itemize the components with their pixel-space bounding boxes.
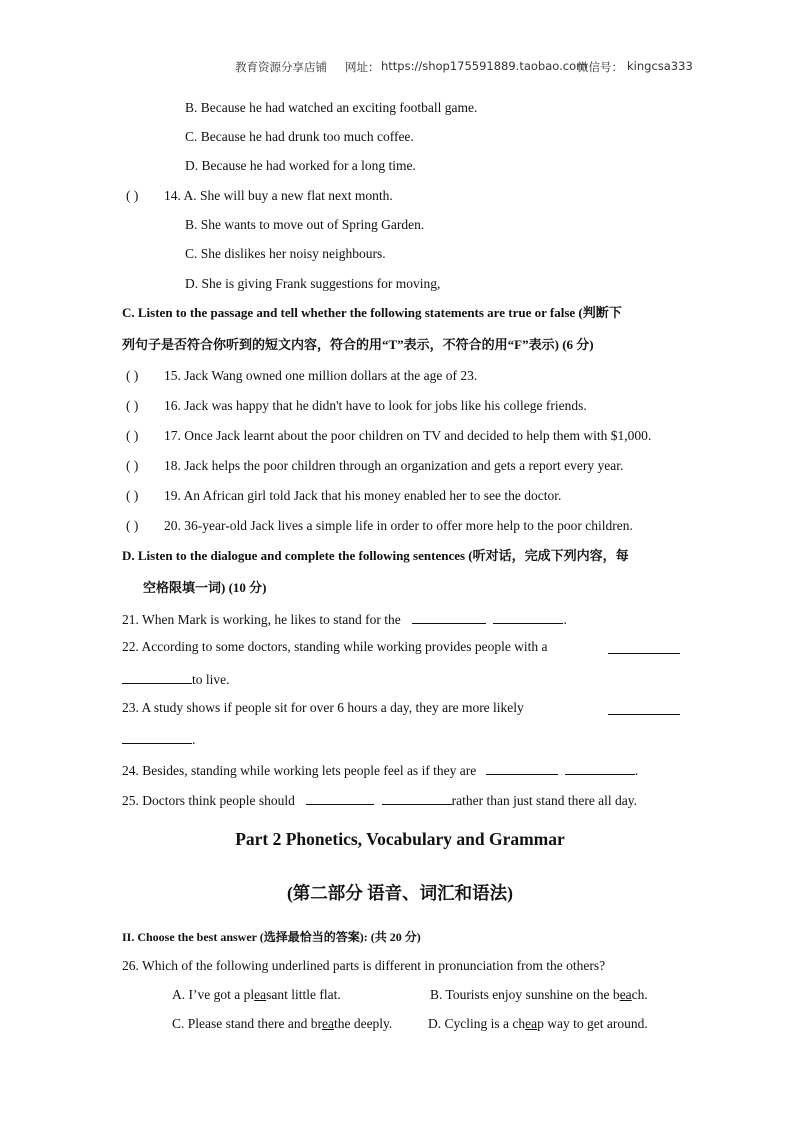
q25-blank-1[interactable] (306, 790, 374, 805)
q26-b-pre: B. Tourists enjoy sunshine on the b (430, 987, 620, 1002)
q22-blank-2[interactable] (122, 669, 192, 684)
q18-paren: ( ) (126, 458, 139, 473)
shop-url: https://shop175591889.taobao.com (381, 59, 588, 73)
q20-paren: ( ) (126, 518, 139, 533)
section-d-heading-1: D. Listen to the dialogue and complete the following sentences (听对话，完成下列内容，每 (122, 548, 629, 563)
q26-stem: 26. Which of the following underlined parts is different in pronunciation from the others? (122, 958, 606, 973)
part2-title-en: Part 2 Phonetics, Vocabulary and Grammar (235, 829, 565, 849)
q26-b-underlined: ea (619, 987, 632, 1002)
q14-paren: ( ) (126, 188, 139, 203)
q17-statement: 17. Once Jack learnt about the poor children on TV and decided to help them with $1,000. (164, 428, 652, 443)
q23-end: . (192, 732, 196, 747)
q16-paren: ( ) (126, 398, 139, 413)
q26-d-post: p way to get around. (537, 1016, 648, 1031)
section-ii-heading: II. Choose the best answer (选择最恰当的答案): (共 20 分) (122, 930, 421, 944)
q14-option-a: 14. A. She will buy a new flat next month. (164, 188, 393, 203)
q21-sentence (122, 609, 567, 629)
q26-a-post: sant little flat. (266, 987, 341, 1002)
q23-sentence-2 (122, 729, 195, 749)
q26-c-underlined: ea (321, 1016, 334, 1031)
q19-statement: 19. An African girl told Jack that his money enabled her to see the doctor. (164, 488, 562, 503)
q20-statement: 20. 36-year-old Jack lives a simple life in order to offer more help to the poor children. (164, 518, 633, 533)
wechat-id: kingcsa333 (627, 59, 693, 73)
q23-blank-1[interactable] (608, 700, 680, 715)
q26-c-pre: C. Please stand there and br (172, 1016, 322, 1031)
q26-a-pre: A. I’ve got a pl (172, 987, 255, 1002)
q26-option-d[interactable] (428, 1015, 648, 1033)
q19-paren: ( ) (126, 488, 139, 503)
q21-blank-1[interactable] (412, 609, 486, 624)
q14-option-d: D. She is giving Frank suggestions for moving, (185, 276, 441, 291)
q25-sentence (122, 790, 637, 810)
part2-title-cn: (第二部分 语音、词汇和语法) (286, 883, 514, 903)
q22-blank-1[interactable] (608, 639, 680, 654)
q22-sentence-2 (122, 669, 230, 689)
q13-option-b: B. Because he had watched an exciting football game. (185, 100, 478, 115)
q25-blank-2[interactable] (382, 790, 452, 805)
q23-blank-2[interactable] (122, 729, 192, 744)
shop-name: 教育资源分享店铺 (235, 60, 327, 74)
q16-statement: 16. Jack was happy that he didn't have to look for jobs like his college friends. (164, 398, 587, 413)
section-c-heading-1: C. Listen to the passage and tell whether the following statements are true or false (判断下 (122, 305, 622, 320)
q15-statement: 15. Jack Wang owned one million dollars at the age of 23. (164, 368, 478, 383)
q26-d-underlined: ea (525, 1016, 538, 1031)
q18-statement: 18. Jack helps the poor children through an organization and gets a report every year. (164, 458, 624, 473)
q21-text: 21. When Mark is working, he likes to stand for the (122, 612, 401, 627)
q24-end: . (635, 763, 639, 778)
q23-text: 23. A study shows if people sit for over 6 hours a day, they are more likely (122, 700, 524, 715)
q23-sentence-1 (122, 699, 524, 717)
url-label: 网址： (345, 60, 380, 74)
q26-c-post: the deeply. (333, 1016, 393, 1031)
q13-option-d: D. Because he had worked for a long time. (185, 158, 416, 173)
q21-end: . (563, 612, 567, 627)
q26-d-pre: D. Cycling is a ch (428, 1016, 526, 1031)
q26-option-b[interactable] (430, 986, 648, 1004)
q14-option-c: C. She dislikes her noisy neighbours. (185, 246, 386, 261)
q24-blank-2[interactable] (565, 760, 635, 775)
q26-option-a[interactable] (172, 986, 341, 1004)
wechat-label: 微信号： (577, 60, 623, 74)
q22-text: 22. According to some doctors, standing while working provides people with a (122, 639, 548, 654)
q22-end: to live. (192, 672, 230, 687)
q24-text: 24. Besides, standing while working lets people feel as if they are (122, 763, 477, 778)
q26-b-post: ch. (631, 987, 648, 1002)
q26-option-c[interactable] (172, 1015, 392, 1033)
q26-a-underlined: ea (254, 987, 267, 1002)
q24-blank-1[interactable] (486, 760, 558, 775)
q14-option-b: B. She wants to move out of Spring Garden. (185, 217, 425, 232)
q13-option-c: C. Because he had drunk too much coffee. (185, 129, 414, 144)
q21-blank-2[interactable] (493, 609, 563, 624)
q22-sentence-1 (122, 638, 548, 656)
q17-paren: ( ) (126, 428, 139, 443)
q25-text: 25. Doctors think people should (122, 793, 295, 808)
q25-end: rather than just stand there all day. (451, 793, 638, 808)
q15-paren: ( ) (126, 368, 139, 383)
section-c-heading-2: 列句子是否符合你听到的短文内容，符合的用“T”表示，不符合的用“F”表示) (6 分) (122, 337, 594, 352)
section-d-heading-2: 空格限填一词) (10 分) (143, 580, 267, 595)
q24-sentence (122, 760, 638, 780)
